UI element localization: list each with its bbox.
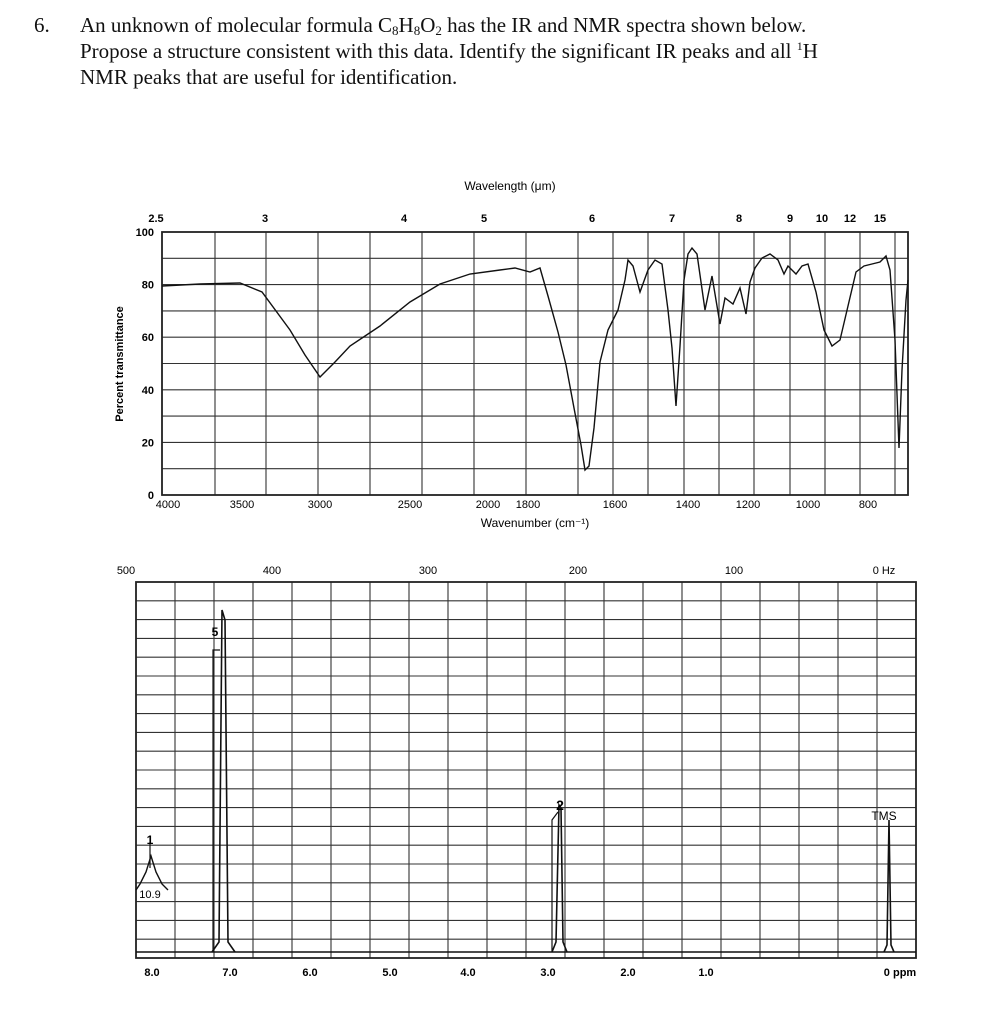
ir-top-axis-title: Wavelength (μm) [464, 179, 556, 193]
tms-peak [884, 820, 894, 952]
ir-top-tick-label: 12 [843, 213, 857, 225]
ir-y-ticks [136, 227, 154, 502]
nmr-spectrum [0, 550, 990, 1018]
question-text [34, 12, 974, 90]
question-number: 6. [34, 13, 50, 37]
ir-top-tick-label: 3 [261, 213, 269, 225]
nmr-bottom-tick-label: 7.0 [222, 967, 238, 979]
ir-x-tick-label: 1000 [795, 499, 821, 511]
nmr-top-tick-label: 400 [262, 565, 282, 577]
nmr-top-tick-label: 100 [724, 565, 744, 577]
ir-x-tick-label: 1800 [515, 499, 541, 511]
ir-top-tick-label: 9 [786, 213, 794, 225]
ir-y-tick-label: 40 [141, 384, 154, 397]
aromatic-peak [212, 610, 235, 952]
ir-top-tick-label: 15 [873, 213, 887, 225]
ir-x-tick-label: 3000 [307, 499, 333, 511]
ir-x-tick-label: 2500 [397, 499, 423, 511]
question-line-3: NMR peaks that are useful for identification. [80, 65, 458, 89]
ir-y-tick-label: 100 [135, 227, 154, 239]
ir-x-ticks [156, 499, 877, 511]
ir-x-tick-label: 1600 [602, 499, 628, 511]
ir-x-tick-label: 1400 [675, 499, 701, 511]
nmr-top-tick-label: 500 [116, 565, 136, 577]
ir-x-tick-label: 2000 [475, 499, 501, 511]
nmr-bottom-tick-label: 4.0 [460, 967, 476, 979]
nmr-bottom-tick-label: 0 ppm [883, 967, 917, 979]
cooh-integration-label: 1 [146, 833, 154, 847]
ir-y-axis-title: Percent transmittance [114, 306, 126, 422]
nmr-top-tick-label: 200 [568, 565, 588, 577]
question-line-1: An unknown of molecular formula $C_8H_8O_2$ has the IR and NMR spectra shown below. [80, 13, 807, 38]
ir-x-tick-label: 1200 [735, 499, 761, 511]
nmr-bottom-tick-label: 6.0 [302, 967, 318, 979]
ir-top-tick-label: 10 [815, 213, 829, 225]
ir-y-tick-label: 0 [147, 490, 154, 502]
ir-spectrum-trace [162, 248, 908, 470]
nmr-bottom-tick-label: 1.0 [698, 967, 714, 979]
nmr-grid [136, 582, 916, 958]
nmr-top-tick-label: 300 [418, 565, 438, 577]
ir-x-tick-label: 4000 [155, 499, 181, 511]
ir-top-tick-label: 6 [588, 213, 596, 225]
ir-grid [162, 232, 908, 495]
ch2-integration-label: 2 [556, 797, 564, 813]
nmr-bottom-tick-label: 2.0 [620, 967, 636, 979]
nmr-bottom-tick-label: 8.0 [144, 967, 160, 979]
ir-y-tick-label: 20 [141, 437, 154, 450]
ir-top-tick-label: 2.5 [148, 213, 164, 225]
question-line-2: Propose a structure consistent with this data. Identify the significant IR peaks and all $^1$H [80, 39, 818, 63]
ir-top-tick-label: 8 [735, 213, 743, 225]
nmr-bottom-ticks [144, 967, 916, 979]
ir-top-tick-label: 5 [480, 213, 488, 225]
ir-top-ticks [148, 213, 886, 225]
aromatic-integration-label: 5 [211, 625, 219, 639]
nmr-top-ticks [117, 565, 895, 577]
ir-x-tick-label: 800 [858, 499, 878, 511]
ir-top-tick-label: 7 [668, 213, 676, 225]
nmr-bottom-tick-label: 5.0 [382, 967, 398, 979]
cooh-inset-offset-label: 10.9 [139, 889, 161, 901]
ir-y-tick-label: 60 [141, 332, 154, 345]
nmr-bottom-tick-label: 3.0 [540, 967, 556, 979]
ir-top-tick-label: 4 [400, 213, 408, 225]
cooh-peak [136, 856, 168, 890]
ir-spectrum [0, 170, 990, 550]
ir-x-tick-label: 3500 [229, 499, 255, 511]
nmr-top-tick-label: 0 Hz [872, 565, 896, 577]
ir-x-axis-title: Wavenumber (cm⁻¹) [480, 516, 590, 530]
tms-label: TMS [871, 809, 897, 823]
ir-y-tick-label: 80 [141, 279, 154, 292]
